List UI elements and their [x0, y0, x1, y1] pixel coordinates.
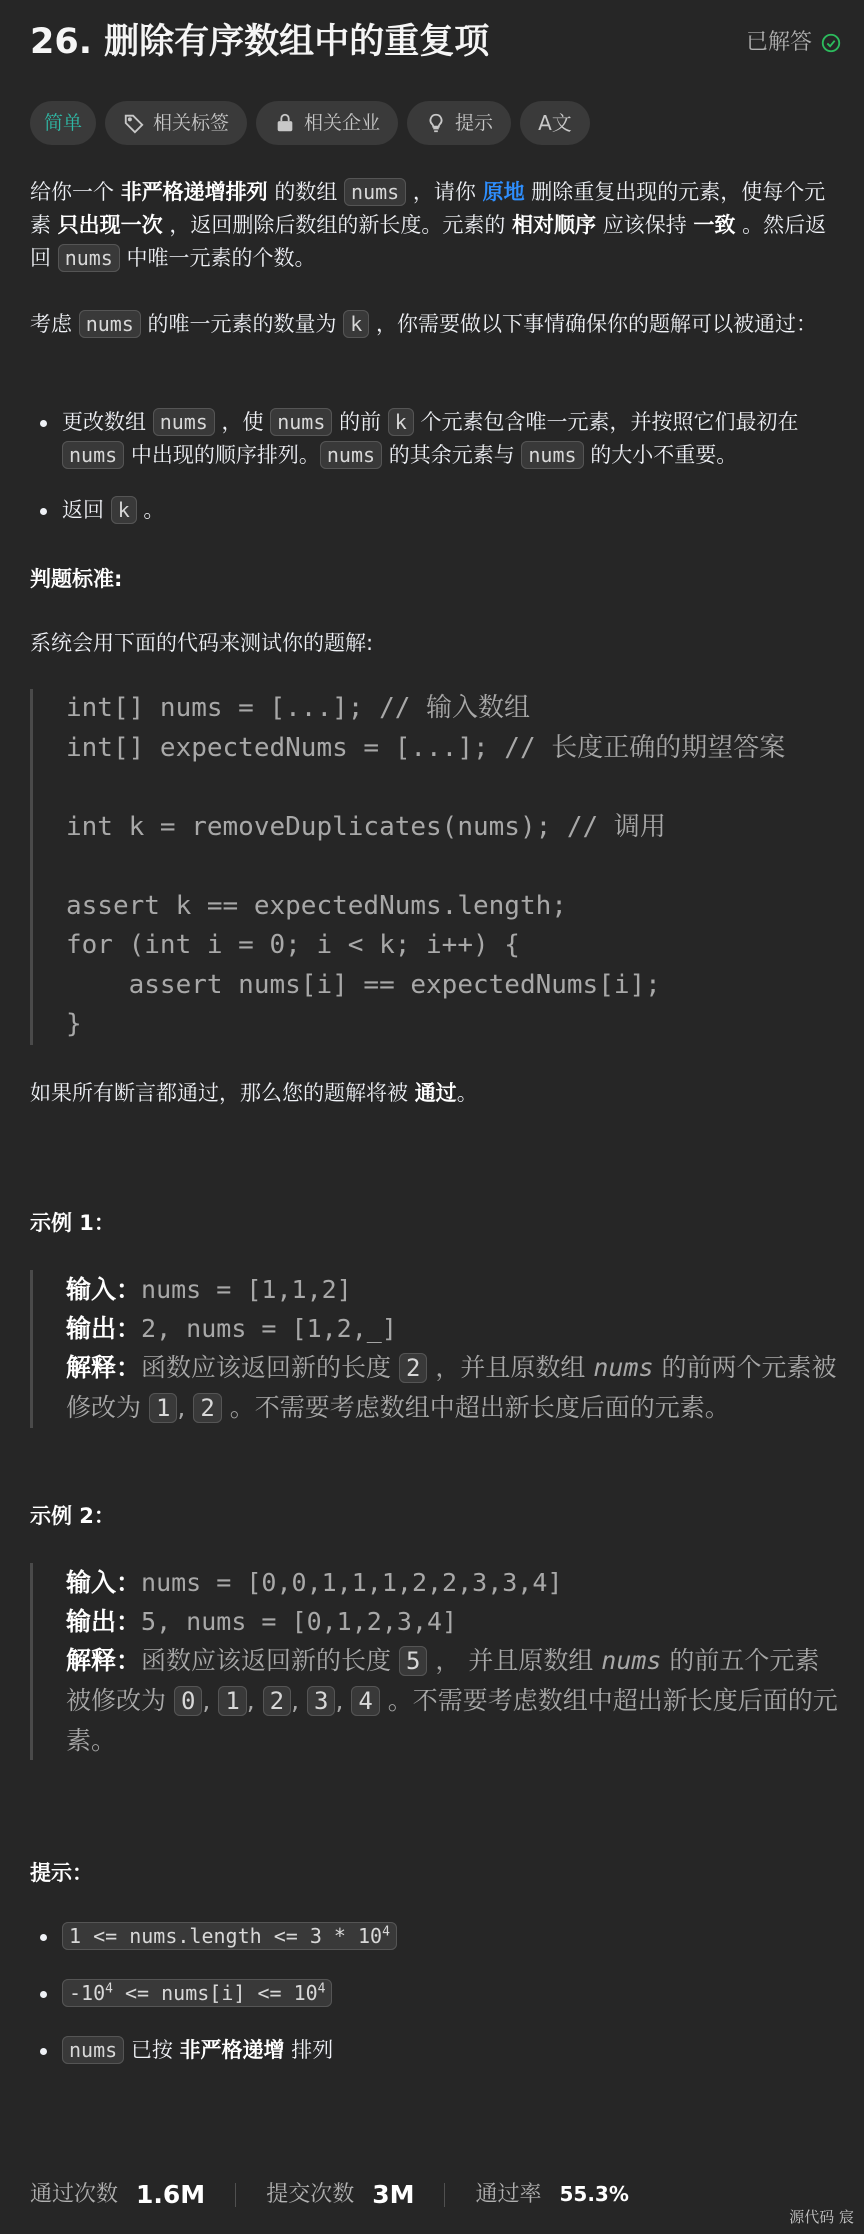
- inline-code: nums: [79, 310, 141, 338]
- solved-label: 已解答: [745, 30, 812, 55]
- inline-code: nums: [58, 244, 120, 272]
- constraints-heading: 提示：: [30, 1861, 93, 1885]
- lightbulb-icon: [425, 112, 447, 134]
- code-line: }: [66, 1009, 82, 1039]
- lock-icon: [274, 112, 296, 134]
- hint-tag-label: 提示: [455, 111, 494, 134]
- judge-code-block: [30, 689, 830, 1045]
- example-1-heading: 示例 1：: [30, 1211, 115, 1235]
- code-line: for (int i = 0; i < k; i++) {: [66, 930, 520, 960]
- description-paragraph-1: 给你一个 非严格递增排列 的数组 nums ，请你 原地 删除重复出现的元素，使每个元素 只出现一次 ，返回删除后数组的新长度。元素的 相对顺序 应该保持 一致 。然后返回 nums 中唯一元素的个数。: [30, 180, 827, 270]
- judge-outro: 如果所有断言都通过，那么您的题解将被 通过。: [30, 1081, 478, 1105]
- list-item: 返回 k 。: [30, 494, 842, 527]
- problem-title: 26. 删除有序数组中的重复项: [30, 22, 490, 62]
- topics-tag-label: 相关标签: [153, 111, 230, 134]
- accepted-value: 1.6M: [136, 2180, 206, 2209]
- code-line: assert k == expectedNums.length;: [66, 890, 567, 921]
- inline-code: k: [343, 310, 369, 338]
- check-circle-icon: [820, 32, 842, 54]
- code-line: [66, 847, 830, 887]
- code-line: int k = removeDuplicates(nums); // 调用: [66, 811, 666, 842]
- accepted-label: 通过次数: [30, 2182, 119, 2207]
- translate-icon: A文: [538, 110, 572, 135]
- inline-code: nums: [344, 178, 406, 206]
- description-paragraph-2: 考虑 nums 的唯一元素的数量为 k ，你需要做以下事情确保你的题解可以被通过：: [30, 312, 817, 336]
- list-item: $-10^4$ <= nums[i] <= $10^4$: [30, 1977, 842, 2010]
- companies-tag-label: 相关企业: [304, 111, 381, 134]
- difficulty-badge[interactable]: 简单: [30, 101, 96, 145]
- judge-intro: 系统会用下面的代码来测试你的题解:: [30, 631, 374, 655]
- translate-button[interactable]: [520, 101, 590, 145]
- constraints-list: [30, 1920, 842, 2067]
- submissions-label: 提交次数: [266, 2182, 355, 2207]
- in-place-link[interactable]: 原地: [482, 180, 525, 204]
- code-line: int[] nums = [...]; // 输入数组: [66, 693, 531, 723]
- submission-stats: [30, 2178, 629, 2211]
- code-line: assert nums[i] == expectedNums[i];: [66, 969, 661, 1000]
- divider: [444, 2183, 445, 2207]
- companies-tag-button[interactable]: [256, 101, 398, 145]
- list-item: 1 <= nums.length <= $3 * 10^4$: [30, 1920, 842, 1953]
- code-line: [66, 768, 830, 808]
- requirements-list: [30, 406, 842, 527]
- example-1-block: 输入：nums = [1,1,2] 输出：2, nums = [1,2,_] 解释：函数应该返回新的长度 2 ，并且原数组 nums 的前两个元素被修改为 1 , 2 。不需要考虑数组中超出新长度后面的元素。: [30, 1270, 842, 1428]
- acceptance-rate-label: 通过率: [475, 2182, 542, 2207]
- code-line: int[] expectedNums = [...]; // 长度正确的期望答案: [66, 732, 786, 763]
- watermark: 源代码 宸: [789, 2208, 854, 2226]
- topics-tag-button[interactable]: [105, 101, 247, 145]
- list-item: nums 已按 非严格递增 排列: [30, 2034, 842, 2067]
- hint-tag-button[interactable]: [407, 101, 511, 145]
- submissions-value: 3M: [372, 2180, 415, 2209]
- tag-icon: [123, 112, 145, 134]
- divider: [235, 2183, 236, 2207]
- example-2-block: 输入：nums = [0,0,1,1,1,2,2,3,3,4] 输出：5, nums = [0,1,2,3,4] 解释：函数应该返回新的长度 5 ， 并且原数组 nums 的前五个元素被修改为 0 , 1 , 2 , 3 , 4 。不需要考虑数组中超出新长度后面的元素。: [30, 1563, 842, 1760]
- judge-heading: 判题标准:: [30, 567, 123, 591]
- problem-tags: [30, 101, 590, 145]
- list-item: 更改数组 nums ，使 nums 的前 k 个元素包含唯一元素，并按照它们最初在 nums 中出现的顺序排列。 nums 的其余元素与 nums 的大小不重要。: [30, 406, 842, 472]
- solved-status: [746, 26, 842, 59]
- example-2-heading: 示例 2：: [30, 1504, 115, 1528]
- acceptance-rate-value: 55.3%: [559, 2182, 629, 2206]
